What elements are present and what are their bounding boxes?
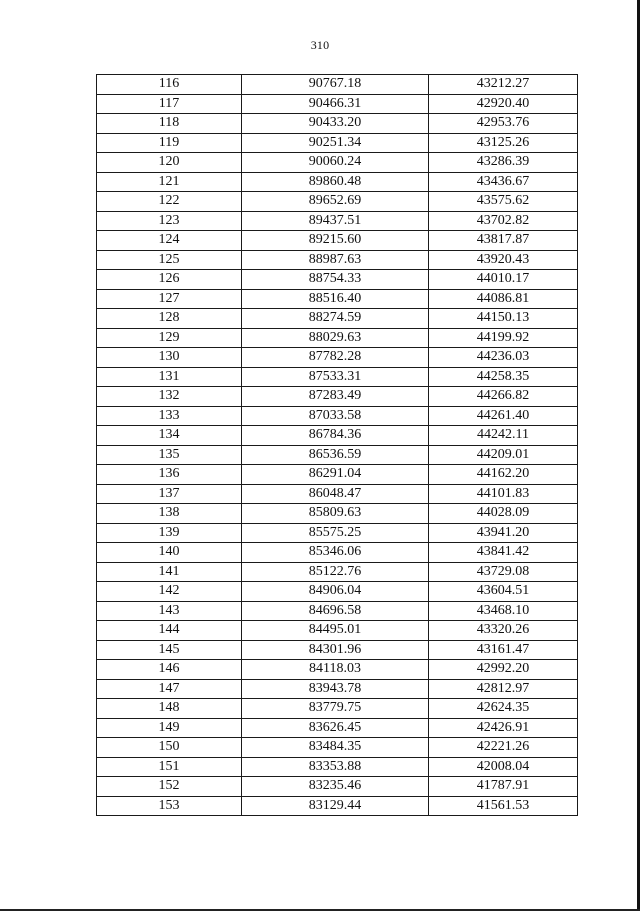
value-b-cell: 44266.82 [429, 387, 578, 407]
value-a-cell: 84495.01 [242, 621, 429, 641]
value-a-cell: 86784.36 [242, 426, 429, 446]
row-index-cell: 137 [97, 484, 242, 504]
value-a-cell: 85122.76 [242, 562, 429, 582]
value-b-cell: 42426.91 [429, 718, 578, 738]
value-b-cell: 43575.62 [429, 192, 578, 212]
value-b-cell: 44242.11 [429, 426, 578, 446]
table-row [97, 114, 578, 134]
row-index-cell: 133 [97, 406, 242, 426]
table-body [97, 75, 578, 816]
table-row [97, 660, 578, 680]
row-index-cell: 146 [97, 660, 242, 680]
value-a-cell: 90767.18 [242, 75, 429, 95]
page-number: 310 [310, 38, 330, 52]
table-row [97, 153, 578, 173]
table-row [97, 309, 578, 329]
row-index-cell: 139 [97, 523, 242, 543]
value-a-cell: 89652.69 [242, 192, 429, 212]
value-b-cell: 43604.51 [429, 582, 578, 602]
row-index-cell: 151 [97, 757, 242, 777]
row-index-cell: 140 [97, 543, 242, 563]
value-a-cell: 85809.63 [242, 504, 429, 524]
value-b-cell: 42920.40 [429, 94, 578, 114]
row-index-cell: 135 [97, 445, 242, 465]
value-b-cell: 42624.35 [429, 699, 578, 719]
table-row [97, 367, 578, 387]
row-index-cell: 136 [97, 465, 242, 485]
row-index-cell: 121 [97, 172, 242, 192]
value-a-cell: 87782.28 [242, 348, 429, 368]
value-a-cell: 83626.45 [242, 718, 429, 738]
row-index-cell: 134 [97, 426, 242, 446]
table-row [97, 192, 578, 212]
value-a-cell: 83353.88 [242, 757, 429, 777]
table-row [97, 523, 578, 543]
value-a-cell: 84906.04 [242, 582, 429, 602]
value-b-cell: 44162.20 [429, 465, 578, 485]
row-index-cell: 123 [97, 211, 242, 231]
value-a-cell: 88029.63 [242, 328, 429, 348]
value-a-cell: 89437.51 [242, 211, 429, 231]
value-b-cell: 42953.76 [429, 114, 578, 134]
value-b-cell: 43702.82 [429, 211, 578, 231]
value-b-cell: 44199.92 [429, 328, 578, 348]
value-b-cell: 43817.87 [429, 231, 578, 251]
row-index-cell: 117 [97, 94, 242, 114]
value-b-cell: 43125.26 [429, 133, 578, 153]
value-b-cell: 43161.47 [429, 640, 578, 660]
table-row [97, 270, 578, 290]
row-index-cell: 118 [97, 114, 242, 134]
row-index-cell: 145 [97, 640, 242, 660]
row-index-cell: 152 [97, 777, 242, 797]
table-row [97, 504, 578, 524]
table-row [97, 757, 578, 777]
value-a-cell: 86291.04 [242, 465, 429, 485]
table-row [97, 601, 578, 621]
row-index-cell: 141 [97, 562, 242, 582]
row-index-cell: 128 [97, 309, 242, 329]
value-a-cell: 89860.48 [242, 172, 429, 192]
table-row [97, 94, 578, 114]
value-a-cell: 87283.49 [242, 387, 429, 407]
value-a-cell: 83129.44 [242, 796, 429, 816]
value-b-cell: 42221.26 [429, 738, 578, 758]
row-index-cell: 148 [97, 699, 242, 719]
row-index-cell: 120 [97, 153, 242, 173]
table-row [97, 543, 578, 563]
value-b-cell: 43436.67 [429, 172, 578, 192]
table-row [97, 777, 578, 797]
value-b-cell: 42812.97 [429, 679, 578, 699]
value-b-cell: 44209.01 [429, 445, 578, 465]
table-row [97, 172, 578, 192]
table-row [97, 445, 578, 465]
table-row [97, 465, 578, 485]
value-a-cell: 83484.35 [242, 738, 429, 758]
value-a-cell: 88516.40 [242, 289, 429, 309]
value-a-cell: 89215.60 [242, 231, 429, 251]
coordinate-table [96, 74, 578, 816]
value-b-cell: 43212.27 [429, 75, 578, 95]
value-a-cell: 88987.63 [242, 250, 429, 270]
value-b-cell: 43729.08 [429, 562, 578, 582]
table-row [97, 75, 578, 95]
value-b-cell: 44101.83 [429, 484, 578, 504]
table-row [97, 133, 578, 153]
table-row [97, 289, 578, 309]
value-a-cell: 88274.59 [242, 309, 429, 329]
row-index-cell: 119 [97, 133, 242, 153]
row-index-cell: 149 [97, 718, 242, 738]
table-row [97, 426, 578, 446]
table-row [97, 328, 578, 348]
table-row [97, 796, 578, 816]
table-row [97, 348, 578, 368]
value-b-cell: 43841.42 [429, 543, 578, 563]
value-a-cell: 85346.06 [242, 543, 429, 563]
table-row [97, 738, 578, 758]
table-row [97, 484, 578, 504]
value-a-cell: 84118.03 [242, 660, 429, 680]
value-a-cell: 86536.59 [242, 445, 429, 465]
value-a-cell: 84301.96 [242, 640, 429, 660]
table-row [97, 582, 578, 602]
row-index-cell: 143 [97, 601, 242, 621]
value-a-cell: 83943.78 [242, 679, 429, 699]
value-a-cell: 88754.33 [242, 270, 429, 290]
value-b-cell: 41787.91 [429, 777, 578, 797]
row-index-cell: 127 [97, 289, 242, 309]
table-row [97, 699, 578, 719]
table-row [97, 562, 578, 582]
row-index-cell: 142 [97, 582, 242, 602]
value-a-cell: 90251.34 [242, 133, 429, 153]
value-b-cell: 43468.10 [429, 601, 578, 621]
value-a-cell: 83235.46 [242, 777, 429, 797]
row-index-cell: 125 [97, 250, 242, 270]
value-b-cell: 44150.13 [429, 309, 578, 329]
row-index-cell: 122 [97, 192, 242, 212]
table-row [97, 231, 578, 251]
value-b-cell: 43320.26 [429, 621, 578, 641]
value-a-cell: 90433.20 [242, 114, 429, 134]
value-a-cell: 87033.58 [242, 406, 429, 426]
row-index-cell: 150 [97, 738, 242, 758]
row-index-cell: 147 [97, 679, 242, 699]
value-a-cell: 85575.25 [242, 523, 429, 543]
value-a-cell: 90466.31 [242, 94, 429, 114]
value-a-cell: 84696.58 [242, 601, 429, 621]
value-b-cell: 41561.53 [429, 796, 578, 816]
value-b-cell: 44261.40 [429, 406, 578, 426]
value-b-cell: 43920.43 [429, 250, 578, 270]
row-index-cell: 129 [97, 328, 242, 348]
value-a-cell: 87533.31 [242, 367, 429, 387]
value-a-cell: 90060.24 [242, 153, 429, 173]
value-b-cell: 43941.20 [429, 523, 578, 543]
row-index-cell: 126 [97, 270, 242, 290]
row-index-cell: 130 [97, 348, 242, 368]
row-index-cell: 153 [97, 796, 242, 816]
row-index-cell: 132 [97, 387, 242, 407]
value-b-cell: 44086.81 [429, 289, 578, 309]
table-row [97, 406, 578, 426]
row-index-cell: 138 [97, 504, 242, 524]
row-index-cell: 116 [97, 75, 242, 95]
value-b-cell: 42992.20 [429, 660, 578, 680]
value-b-cell: 42008.04 [429, 757, 578, 777]
row-index-cell: 124 [97, 231, 242, 251]
value-b-cell: 44258.35 [429, 367, 578, 387]
table-row [97, 679, 578, 699]
table-row [97, 640, 578, 660]
table-row [97, 211, 578, 231]
value-b-cell: 44236.03 [429, 348, 578, 368]
value-b-cell: 44010.17 [429, 270, 578, 290]
row-index-cell: 131 [97, 367, 242, 387]
value-a-cell: 86048.47 [242, 484, 429, 504]
value-b-cell: 43286.39 [429, 153, 578, 173]
table-row [97, 621, 578, 641]
value-a-cell: 83779.75 [242, 699, 429, 719]
value-b-cell: 44028.09 [429, 504, 578, 524]
table-row [97, 250, 578, 270]
table-row [97, 718, 578, 738]
row-index-cell: 144 [97, 621, 242, 641]
table-row [97, 387, 578, 407]
